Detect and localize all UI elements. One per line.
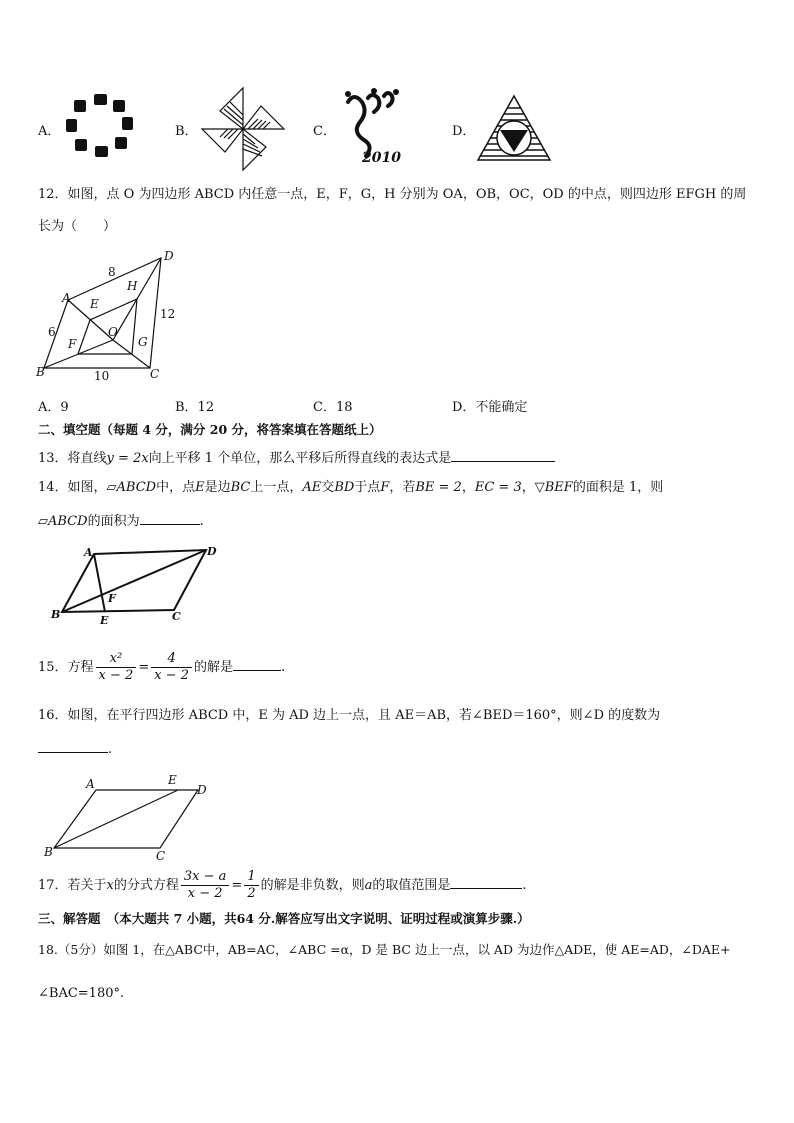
q16-label-e: E — [168, 773, 177, 787]
q17-num1: 3x − a — [181, 869, 230, 886]
q13-suffix: 向上平移 1 个单位，那么平移后所得直线的表达式是 — [148, 451, 452, 466]
q14-label-c: C — [172, 610, 181, 623]
olympic-logo-figure — [340, 86, 410, 168]
q15-eq: = — [138, 660, 150, 675]
option-c-label: C． — [313, 124, 336, 139]
option-d-label: D． — [452, 124, 476, 139]
q16-label-d: D — [197, 783, 207, 797]
q12-length-cd: 12 — [160, 307, 176, 321]
q12-quadrilateral-figure — [30, 244, 190, 382]
q16-label-b: B — [44, 845, 53, 859]
q14-bc: BC — [230, 480, 251, 495]
q17-fraction-left — [181, 869, 230, 902]
q12-label-g: G — [138, 335, 148, 349]
q14-parallelogram-symbol: ▱ — [106, 480, 117, 495]
q14-ec-eq: EC = 3 — [474, 480, 522, 495]
q14-t8: ， — [461, 480, 475, 495]
q12-text-line2: 长为（ ） — [38, 219, 117, 234]
triangle-circle-figure — [476, 94, 552, 166]
q14-label-e: E — [100, 614, 109, 626]
q14-t5: 交 — [321, 480, 335, 495]
q16-text-line2: . — [38, 738, 112, 759]
q17-answer-blank[interactable] — [450, 874, 522, 889]
q12-option-a: A．9 — [38, 400, 69, 415]
q14-t1: 14．如图， — [38, 480, 107, 495]
q13-answer-blank[interactable] — [451, 447, 555, 462]
q17-den1: x − 2 — [187, 886, 223, 901]
q14-parallelogram-figure — [46, 542, 226, 626]
q17-num2: 1 — [244, 869, 258, 886]
q12-label-o: O — [108, 325, 118, 339]
q16-label-c: C — [156, 849, 166, 862]
q14-ae: AE — [302, 480, 322, 495]
q12-label-f: F — [68, 337, 77, 351]
q14-t4: 上一点， — [250, 480, 303, 495]
q15-prefix: 15．方程 — [38, 660, 94, 675]
q14-label-f: F — [108, 592, 116, 605]
q17-eq: = — [231, 878, 243, 893]
option-b-label: B． — [175, 124, 198, 139]
q15-suffix: 的解是 — [193, 660, 233, 675]
q18-text-line2: ∠BAC=180°. — [38, 986, 125, 1001]
q16-answer-blank[interactable] — [38, 738, 108, 753]
q14-label-b: B — [51, 608, 61, 621]
q15-den1: x − 2 — [98, 668, 134, 683]
q14-f: F — [380, 480, 390, 495]
q14-label-d: D — [207, 545, 217, 558]
q14-t10: 的面积是 1，则 — [572, 480, 664, 495]
olympic-logo-year: 2010 — [362, 150, 401, 166]
q15-num2: 4 — [151, 651, 192, 668]
q16-label-a: A — [86, 777, 95, 791]
q14-be-eq: BE = 2 — [415, 480, 462, 495]
q14-abcd-2: ABCD — [48, 514, 88, 529]
q12-option-b: B．12 — [175, 400, 215, 415]
q12-option-c: C．18 — [313, 400, 353, 415]
q14-t7: ，若 — [389, 480, 416, 495]
section-3-heading: 三、解答题 （本大题共 7 小题，共64 分.解答应写出文字说明、证明过程或演算步骤.） — [38, 911, 530, 926]
q14-text-line2: ▱ABCD的面积为 . — [38, 510, 204, 531]
q16-parallelogram-figure — [40, 770, 220, 862]
q17-a: a — [364, 878, 373, 893]
q12-option-d: D．不能确定 — [452, 400, 528, 415]
q14-abcd: ABCD — [116, 480, 157, 495]
q12-label-b: B — [36, 365, 45, 379]
q14-t3: 是边 — [204, 480, 231, 495]
q14-answer-blank[interactable] — [140, 510, 200, 525]
q12-text-line1: 12．如图，点 O 为四边形 ABCD 内任意一点，E，F，G，H 分别为 OA，OB，OC，OD 的中点，则四边形 EFGH 的周 — [38, 187, 747, 202]
q17-prefix: 17．若关于 — [38, 878, 107, 893]
q14-label-a: A — [84, 546, 93, 559]
q14-triangle-bef: ▽BEF — [534, 480, 573, 495]
q15-den2: x − 2 — [154, 668, 189, 683]
q14-text-line1 — [38, 479, 663, 497]
q12-length-ab: 6 — [48, 325, 56, 339]
q16-text-line1: 16．如图，在平行四边形 ABCD 中，E 为 AD 边上一点，且 AE＝AB，若∠BED＝160°，则∠D 的度数为 — [38, 708, 661, 723]
q12-label-e: E — [90, 297, 99, 311]
q12-length-ad: 8 — [108, 265, 116, 279]
q17-fraction-right — [244, 869, 258, 902]
q18-text-line1: 18.（5分）如图 1，在△ABC中，AB=AC，∠ABC =α，D 是 BC 边上一点，以 AD 为边作△ADE，使 AE=AD，∠DAE+ — [38, 942, 731, 957]
q15-fraction-left — [96, 651, 137, 684]
ring-of-dots-figure — [60, 90, 142, 166]
q17-suffix: 的取值范围是 — [372, 878, 451, 893]
pinwheel-figure — [200, 86, 286, 172]
option-a-label: A． — [38, 124, 61, 139]
q14-t2: 中，点 — [156, 480, 196, 495]
q13-prefix: 13．将直线 — [38, 451, 107, 466]
q17-x: x — [106, 878, 114, 893]
q12-label-d: D — [164, 249, 174, 263]
q14-t9: ， — [521, 480, 535, 495]
q15-text: 15．方程 $\frac{\text{x²}}{x - 2}$ = $\frac{4}{x - 2}$ 的解是 . — [38, 651, 286, 683]
q13-formula: y = 2x — [106, 451, 149, 466]
q14-bd: BD — [334, 480, 355, 495]
q14-t11: 的面积为 — [87, 514, 140, 529]
q12-label-a: A — [62, 291, 71, 305]
q12-length-bc: 10 — [94, 369, 110, 382]
q17-den2: 2 — [247, 886, 256, 901]
q15-num1: x² — [96, 651, 137, 668]
q12-label-c: C — [150, 367, 160, 381]
section-2-heading: 二、填空题（每题 4 分，满分 20 分，将答案填在答题纸上） — [38, 422, 382, 437]
q15-answer-blank[interactable] — [233, 656, 281, 671]
q13-text — [38, 447, 555, 468]
q14-parallelogram-symbol-2: ▱ — [38, 514, 48, 529]
q14-e: E — [195, 480, 205, 495]
q12-label-h: H — [127, 279, 138, 293]
q17-text: 17．若关于x的分式方程 $\frac{3x - a}{x - 2}$ = $\frac{1}{2}$ 的解是非负数，则a的取值范围是 . — [38, 869, 527, 901]
q15-fraction-right — [151, 651, 192, 684]
q17-mid2: 的解是非负数，则 — [260, 878, 365, 893]
q14-t6: 于点 — [354, 480, 381, 495]
q17-mid: 的分式方程 — [113, 878, 179, 893]
